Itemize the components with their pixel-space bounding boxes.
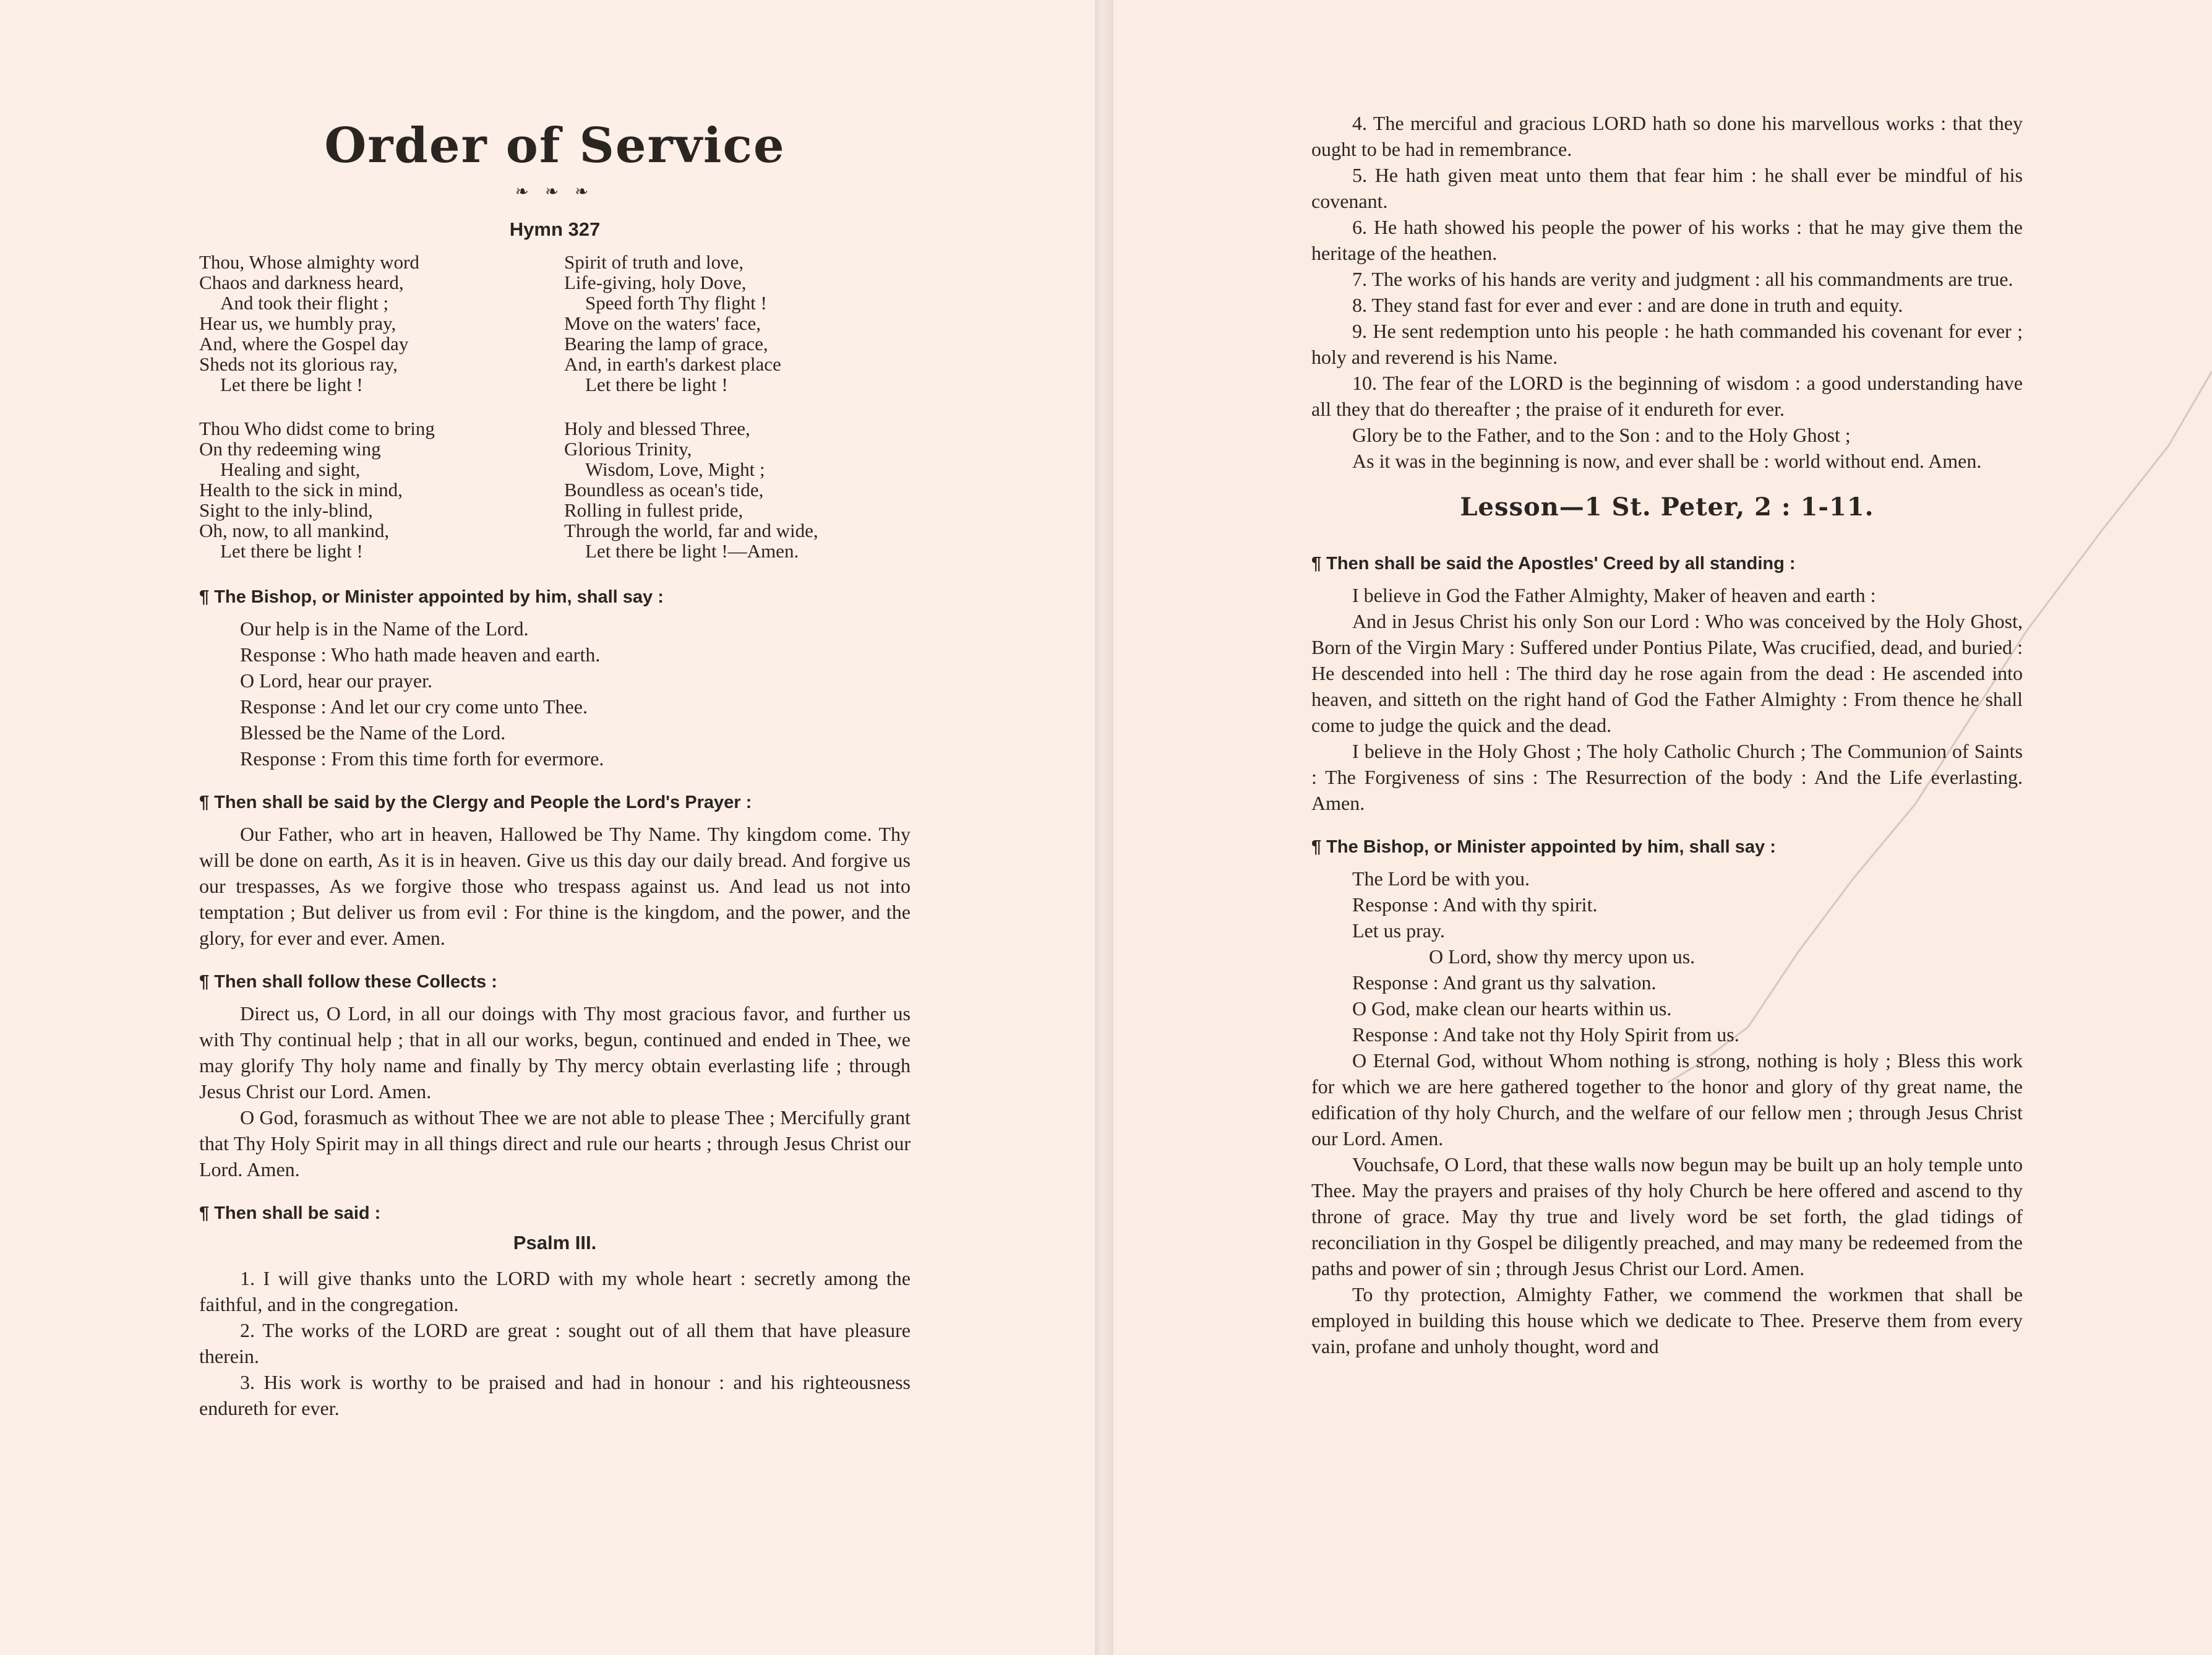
versicle: Blessed be the Name of the Lord.	[240, 721, 506, 744]
hymn-line: Bearing the lamp of grace,	[564, 333, 768, 355]
versicle: O Lord, show thy mercy upon us.	[1429, 945, 1695, 968]
rubric: ¶ Then shall follow these Collects :	[199, 972, 497, 992]
response: Response : And grant us thy salvation.	[1352, 971, 1657, 994]
versicle: O God, make clean our hearts within us.	[1352, 997, 1672, 1020]
lords-prayer: Our Father, who art in heaven, Hallowed be Thy Name. Thy kingdom come. Thy will be done on earth, As it is in heaven. Give us this day our daily bread. And forgive us our trespasses, As we forgive those who trespass against us. And lead us not into temptation ; But deliver us from evil : For thine is the kingdom, and the power, and the glory, for ever and ever. Amen.	[199, 823, 911, 949]
psalm-continued	[1311, 110, 2023, 474]
rubric: ¶ Then shall be said the Apostles' Creed by all standing :	[1311, 554, 1796, 574]
psalm-verse: 10. The fear of the LORD is the beginning of wisdom : a good understanding have all they that do thereafter ; the praise of it endureth for ever.	[1311, 372, 2023, 420]
hymn-line: Glorious Trinity,	[564, 438, 692, 460]
hymn-line: And, in earth's darkest place	[564, 353, 781, 375]
collect: O God, forasmuch as without Thee we are not able to please Thee ; Mercifully grant that Thy Holy Spirit may in all things direct and rule our hearts ; through Jesus Christ our Lord. Amen.	[199, 1106, 911, 1180]
right-page	[1113, 0, 2212, 1655]
hymn-line: Wisdom, Love, Might ;	[585, 458, 765, 480]
psalm-title: Psalm III.	[513, 1232, 597, 1253]
hymn-stanza	[564, 418, 911, 561]
hymn-line: Rolling in fullest pride,	[564, 499, 744, 521]
response: Response : And let our cry come unto Thee.	[240, 695, 588, 718]
rubric: ¶ The Bishop, or Minister appointed by him, shall say :	[1311, 837, 1776, 857]
hymn-line: Boundless as ocean's tide,	[564, 479, 764, 501]
hymn-line: Thou Who didst come to bring	[199, 418, 435, 439]
prayer: O Eternal God, without Whom nothing is strong, nothing is holy ; Bless this work for which we are here gathered together to the honor and glory of thy great name, the edification of thy holy Church, and the welfare of our fellow men ; through Jesus Christ our Lord. Amen.	[1311, 1049, 2023, 1150]
psalm-section	[199, 1201, 911, 1421]
psalm-verse: 2. The works of the LORD are great : sought out of all them that have pleasure therein.	[199, 1319, 911, 1367]
hymn-line: Spirit of truth and love,	[564, 251, 744, 273]
psalm-verse: 3. His work is worthy to be praised and had in honour : and his righteousness endureth for ever.	[199, 1371, 911, 1419]
hymn-line: Let there be light !—Amen.	[585, 540, 799, 562]
collect: Direct us, O Lord, in all our doings with Thy most gracious favor, and further us with Thy continual help ; that in all our works, begun, continued and ended in Thee, we may glorify Thy holy name and finally by Thy mercy obtain everlasting life ; through Jesus Christ our Lord. Amen.	[199, 1002, 911, 1103]
hymn-line: Speed forth Thy flight !	[585, 292, 767, 314]
hymn-line: And took their flight ;	[220, 292, 389, 314]
gloria: Glory be to the Father, and to the Son : and to the Holy Ghost ;	[1352, 424, 1851, 446]
collects-section	[199, 969, 911, 1182]
creed-paragraph: And in Jesus Christ his only Son our Lord : Who was conceived by the Holy Ghost, Born of the Virgin Mary : Suffered under Pontius Pilate, Was crucified, dead, and buried : He descended into hell : The third day he rose again from the dead : He ascended into heaven, and sitteth on the right hand of God the Father Almighty : From thence he shall come to judge the quick and the dead.	[1311, 610, 2023, 736]
psalm-verse: 9. He sent redemption unto his people : he hath commanded his covenant for ever ; holy and reverend is his Name.	[1311, 320, 2023, 368]
response: Response : And take not thy Holy Spirit from us.	[1352, 1023, 1739, 1046]
hymn-line: Chaos and darkness heard,	[199, 272, 404, 293]
psalm-verse: 4. The merciful and gracious LORD hath so done his marvellous works : that they ought to be had in remembrance.	[1311, 112, 2023, 160]
hymn-stanza	[199, 418, 546, 561]
psalm-verse: 5. He hath given meat unto them that fear him : he shall ever be mindful of his covenant.	[1311, 164, 2023, 212]
rubric: ¶ Then shall be said by the Clergy and People the Lord's Prayer :	[199, 793, 752, 812]
hymn-right-column	[564, 252, 911, 585]
versicles-section	[199, 585, 911, 772]
creed-paragraph: I believe in God the Father Almighty, Maker of heaven and earth :	[1352, 584, 1876, 606]
response: Response : From this time forth for evermore.	[240, 747, 604, 770]
creed-paragraph: I believe in the Holy Ghost ; The holy Catholic Church ; The Communion of Saints : The Forgiveness of sins : The Resurrection of the body : And the Life everlasting. Amen.	[1311, 740, 2023, 814]
hymn-line: Holy and blessed Three,	[564, 418, 750, 439]
hymn-line: Sheds not its glorious ray,	[199, 353, 398, 375]
hymn-left-column	[199, 252, 546, 585]
hymn-line: Health to the sick in mind,	[199, 479, 403, 501]
prayer: To thy protection, Almighty Father, we commend the workmen that shall be employed in building this house which we dedicate to Thee. Preserve them from every vain, profane and unholy thought, word and	[1311, 1283, 2023, 1357]
hymn-line: Oh, now, to all mankind,	[199, 520, 390, 541]
hymn-stanza	[564, 252, 911, 395]
psalm-verse: 7. The works of his hands are verity and judgment : all his commandments are true.	[1352, 268, 2013, 290]
hymn-line: Let there be light !	[220, 374, 363, 395]
hymn-title: Hymn 327	[509, 218, 601, 240]
psalm-verse: 8. They stand fast for ever and ever : and are done in truth and equity.	[1352, 294, 1903, 316]
hymn-line: Hear us, we humbly pray,	[199, 312, 397, 334]
hymn-line: Life-giving, holy Dove,	[564, 272, 747, 293]
lesson-heading: Lesson—1 St. Peter, 2 : 1-11.	[1460, 492, 1874, 522]
hymn-stanza	[199, 252, 546, 395]
page-title: Order of Service	[324, 118, 786, 174]
versicle: The Lord be with you.	[1352, 867, 1530, 890]
hymn-line: Let there be light !	[220, 540, 363, 562]
response: Response : Who hath made heaven and earth.	[240, 643, 601, 666]
hymn-line: Through the world, far and wide,	[564, 520, 818, 541]
left-page	[0, 0, 1095, 1655]
response: Response : And with thy spirit.	[1352, 893, 1598, 916]
hymn-line: Move on the waters' face,	[564, 312, 761, 334]
psalm-verse: 6. He hath showed his people the power of his works : that he may give them the heritage of the heathen.	[1311, 216, 2023, 264]
gloria: As it was in the beginning is now, and ever shall be : world without end. Amen.	[1352, 450, 1982, 472]
ornament: ❧ ❧ ❧	[515, 183, 595, 200]
hymn-verses	[199, 252, 911, 585]
left-column	[199, 118, 911, 1440]
hymn-line: And, where the Gospel day	[199, 333, 409, 355]
versicle: O Lord, hear our prayer.	[240, 669, 432, 692]
hymn-line: Healing and sight,	[220, 458, 361, 480]
lords-prayer-section	[199, 790, 911, 951]
page-gutter	[1095, 0, 1113, 1655]
hymn-line: Thou, Whose almighty word	[199, 251, 419, 273]
psalm-verse: 1. I will give thanks unto the LORD with my whole heart : secretly among the faithful, and in the congregation.	[199, 1267, 911, 1315]
hymn-line: Sight to the inly-blind,	[199, 499, 373, 521]
right-column	[1311, 110, 2023, 1378]
versicle: Let us pray.	[1352, 919, 1445, 942]
creed-section	[1311, 551, 2023, 816]
hymn-line: On thy redeeming wing	[199, 438, 381, 460]
suffrages-section	[1311, 835, 2023, 1359]
prayer: Vouchsafe, O Lord, that these walls now begun may be built up an holy temple unto Thee. May the prayers and praises of thy holy Church be here offered and ascend to thy throne of grace. May thy true and lively word be set forth, the glad tidings of reconciliation in thy Gospel be diligently preached, and may many be redeemed from the paths and power of sin ; through Jesus Christ our Lord. Amen.	[1311, 1153, 2023, 1279]
hymn-line: Let there be light !	[585, 374, 728, 395]
rubric: ¶ The Bishop, or Minister appointed by him, shall say :	[199, 587, 664, 607]
rubric: ¶ Then shall be said :	[199, 1203, 381, 1223]
versicle: Our help is in the Name of the Lord.	[240, 617, 529, 640]
